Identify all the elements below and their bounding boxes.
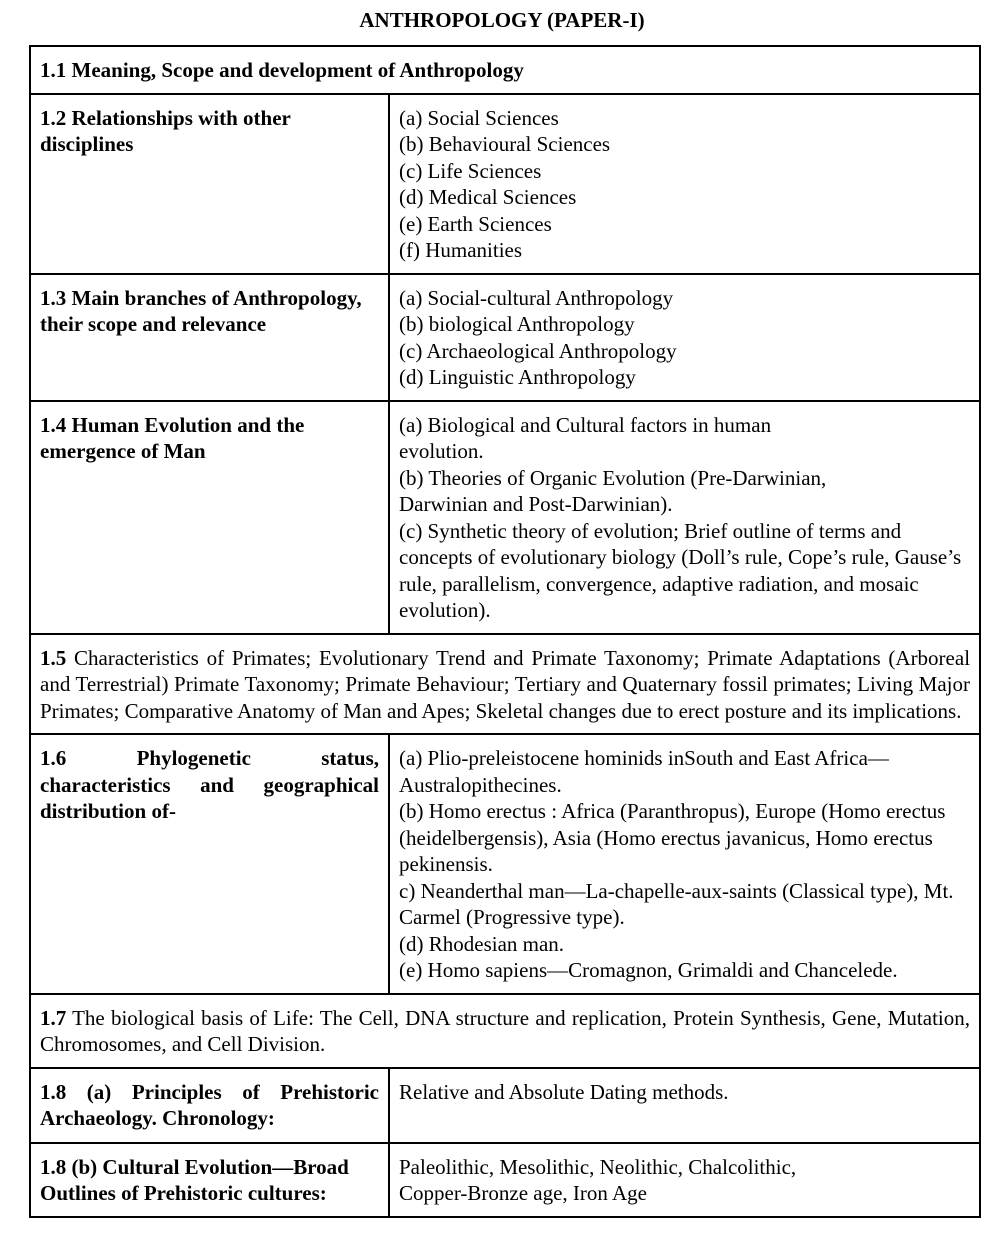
list-item: (c) Synthetic theory of evolution; Brief outline of terms and concepts of evolutionary biology (Doll’s rule, Cope’s rule, Gause’s rule, parallelism, convergence, adaptive radiation, and mosaic evolution). (399, 518, 962, 622)
list-item: (e) Homo sapiens—Cromagnon, Grimaldi and Chancelede. (399, 958, 898, 982)
table-row-1-5 (30, 634, 980, 735)
table-row-1-8b (30, 1143, 980, 1217)
list-item: (a) Plio-preleistocene hominids inSouth and East Africa—Australopithecines. (399, 746, 889, 797)
section-1-4-items (389, 401, 980, 634)
table-row-1-2 (30, 94, 980, 274)
section-1-7-number: 1.7 (40, 1005, 67, 1030)
syllabus-table (29, 45, 981, 1218)
section-1-5-cell (30, 634, 980, 735)
section-1-6-items (389, 734, 980, 994)
table-row-1-7 (30, 994, 980, 1068)
list-item: (f) Humanities (399, 238, 523, 262)
section-1-8b-heading: 1.8 (b) Cultural Evolution—Broad Outlines of Prehistoric cultures: (30, 1143, 389, 1217)
list-item: (c) Life Sciences (399, 158, 542, 183)
table-row-1-1 (30, 46, 980, 94)
list-item: (a) Biological and Cultural factors in human evolution. (399, 412, 772, 463)
section-1-5-number: 1.5 (40, 645, 67, 670)
table-row-1-6 (30, 734, 980, 994)
section-1-6-heading: 1.6 Phylogenetic status, characteristics and geographical distribution of- (30, 734, 389, 994)
section-1-4-heading: 1.4 Human Evolution and the emergence of Man (30, 401, 389, 634)
list-item: (d) Rhodesian man. (399, 931, 565, 956)
section-1-5-text: Characteristics of Primates; Evolutionary Trend and Primate Taxonomy; Primate Adaptations (Arboreal and Terrestrial) Primate Taxonomy; Primate Behaviour; Tertiary and Quaternary fossil primates; Living Major Primates; Comparative Anatomy of Man and Apes; Skeletal changes due to erect posture and its implications. (40, 645, 971, 723)
list-item: (d) Medical Sciences (399, 185, 577, 209)
table-row-1-4 (30, 401, 980, 634)
table-row-1-8a (30, 1068, 980, 1143)
section-1-3-items (389, 274, 980, 401)
section-1-8a-heading: 1.8 (a) Principles of Prehistoric Archaeology. Chronology: (30, 1068, 389, 1143)
table-row-1-3 (30, 274, 980, 401)
list-item: (b) Behavioural Sciences (399, 132, 611, 156)
section-1-8a-text: Relative and Absolute Dating methods. (389, 1068, 980, 1143)
section-1-7-text: The biological basis of Life: The Cell, DNA structure and replication, Protein Synthesis, Gene, Mutation, Chromosomes, and Cell Division. (40, 1005, 971, 1056)
list-item: (a) Social-cultural Anthropology (399, 285, 674, 310)
section-1-1-heading: 1.1 Meaning, Scope and development of Anthropology (30, 46, 980, 94)
list-item: c) Neanderthal man—La-chapelle-aux-saints (Classical type), Mt. Carmel (Progressive type). (399, 878, 954, 929)
list-item: (b) Homo erectus : Africa (Paranthropus), Europe (Homo erectus (heidelbergensis), Asia (Homo erectus javanicus, Homo erectus pekinensis. (399, 799, 946, 876)
list-item: (d) Linguistic Anthropology (399, 365, 636, 389)
section-1-8b-text: Paleolithic, Mesolithic, Neolithic, Chalcolithic, Copper-Bronze age, Iron Age (389, 1143, 980, 1217)
list-item: (c) Archaeological Anthropology (399, 338, 677, 363)
section-1-3-heading: 1.3 Main branches of Anthropology, their scope and relevance (30, 274, 389, 401)
section-1-2-heading: 1.2 Relationships with other disciplines (30, 94, 389, 274)
list-item: (e) Earth Sciences (399, 211, 552, 236)
section-1-7-cell (30, 994, 980, 1068)
list-item: (b) Theories of Organic Evolution (Pre-Darwinian, Darwinian and Post-Darwinian). (399, 465, 827, 516)
list-item: (a) Social Sciences (399, 105, 559, 130)
list-item: (b) biological Anthropology (399, 312, 635, 336)
document-title: ANTHROPOLOGY (PAPER-I) (359, 8, 645, 32)
section-1-2-items (389, 94, 980, 274)
